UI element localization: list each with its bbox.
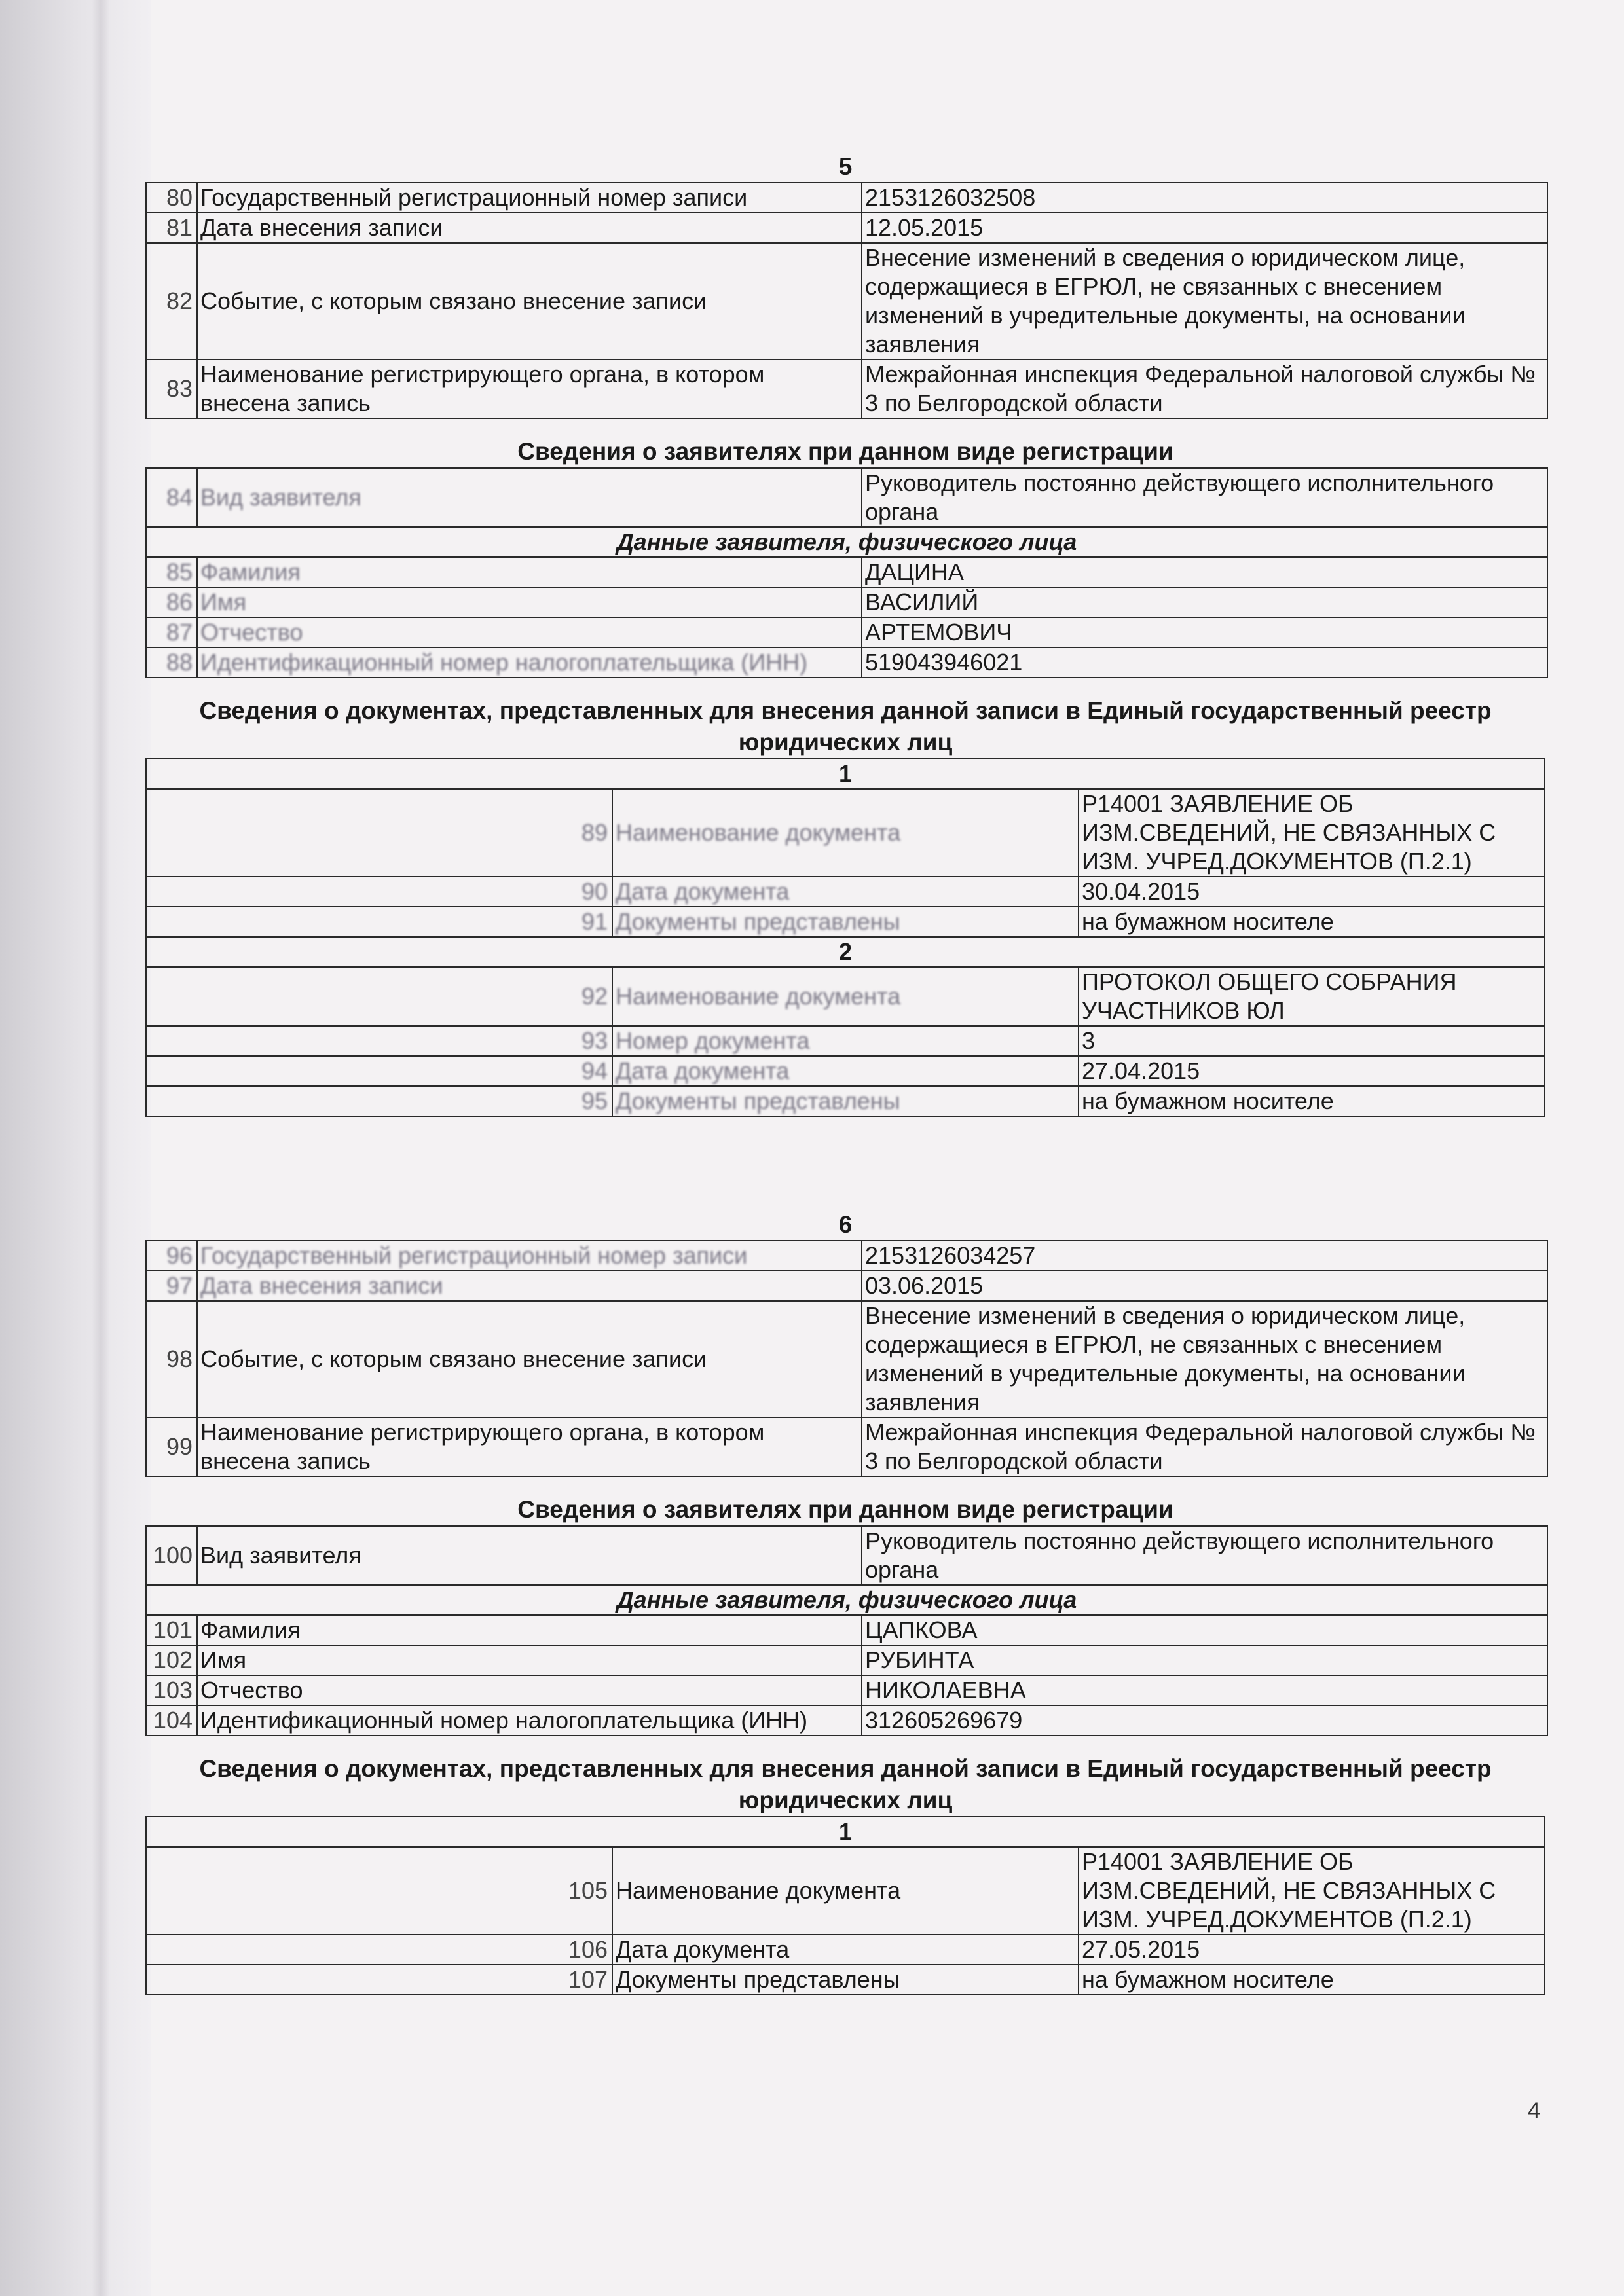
entry-block xyxy=(145,1210,1545,1995)
table-row xyxy=(146,527,1547,557)
table-row xyxy=(146,907,1545,937)
row-value: 3 xyxy=(1079,1026,1545,1056)
row-value: Руководитель постоянно действующего исполнительного органа xyxy=(862,1526,1547,1585)
row-value: ВАСИЛИЙ xyxy=(862,587,1547,617)
row-label: Дата документа xyxy=(612,1935,1079,1965)
row-label: Дата документа xyxy=(612,1056,1079,1086)
row-number: 93 xyxy=(146,1026,612,1056)
table-row xyxy=(146,213,1547,243)
row-number: 81 xyxy=(146,213,197,243)
row-number: 84 xyxy=(146,468,197,527)
table-row xyxy=(146,1417,1547,1476)
table-row xyxy=(146,243,1547,359)
applicant-table xyxy=(145,1525,1548,1736)
record-table xyxy=(145,182,1548,419)
row-label: Дата документа xyxy=(612,877,1079,907)
row-number: 86 xyxy=(146,587,197,617)
table-row xyxy=(146,1817,1545,1847)
row-label: Государственный регистрационный номер записи xyxy=(197,1241,862,1271)
row-number: 105 xyxy=(146,1847,612,1935)
row-value: 27.04.2015 xyxy=(1079,1056,1545,1086)
row-value: на бумажном носителе xyxy=(1079,1086,1545,1116)
record-table xyxy=(145,1240,1548,1477)
row-number: 94 xyxy=(146,1056,612,1086)
row-label: Имя xyxy=(197,1645,862,1675)
applicant-heading: Сведения о заявителях при данном виде регистрации xyxy=(517,1496,1173,1523)
row-label: Отчество xyxy=(197,1675,862,1705)
table-row xyxy=(146,877,1545,907)
document-index: 2 xyxy=(146,937,1545,967)
row-value: на бумажном носителе xyxy=(1079,907,1545,937)
entry-number: 5 xyxy=(838,153,853,180)
row-label: Фамилия xyxy=(197,557,862,587)
row-value: НИКОЛАЕВНА xyxy=(862,1675,1547,1705)
row-value: Р14001 ЗАЯВЛЕНИЕ ОБ ИЗМ.СВЕДЕНИЙ, НЕ СВЯЗАННЫХ С ИЗМ. УЧРЕД.ДОКУМЕНТОВ (П.2.1) xyxy=(1079,789,1545,877)
row-label: Вид заявителя xyxy=(197,468,862,527)
table-row xyxy=(146,1965,1545,1995)
row-value: 2153126032508 xyxy=(862,183,1547,213)
row-number: 101 xyxy=(146,1615,197,1645)
page-number: 4 xyxy=(1528,2098,1540,2123)
table-row xyxy=(146,1301,1547,1417)
row-number: 102 xyxy=(146,1645,197,1675)
documents-table xyxy=(145,758,1545,1117)
table-row xyxy=(146,1271,1547,1301)
table-row xyxy=(146,1585,1547,1615)
table-row xyxy=(146,1526,1547,1585)
row-number: 99 xyxy=(146,1417,197,1476)
person-subheading: Данные заявителя, физического лица xyxy=(146,527,1547,557)
table-row xyxy=(146,557,1547,587)
row-value: 2153126034257 xyxy=(862,1241,1547,1271)
row-label: Идентификационный номер налогоплательщика (ИНН) xyxy=(197,647,862,678)
row-label: Имя xyxy=(197,587,862,617)
documents-table xyxy=(145,1816,1545,1995)
row-number: 97 xyxy=(146,1271,197,1301)
row-value: 30.04.2015 xyxy=(1079,877,1545,907)
row-number: 104 xyxy=(146,1705,197,1736)
table-row xyxy=(146,183,1547,213)
row-value: Межрайонная инспекция Федеральной налоговой службы № 3 по Белгородской области xyxy=(862,359,1547,418)
row-number: 85 xyxy=(146,557,197,587)
table-row xyxy=(146,1241,1547,1271)
row-value: Внесение изменений в сведения о юридическом лице, содержащиеся в ЕГРЮЛ, не связанных с внесением изменений в учредительные документы, на основании заявления xyxy=(862,1301,1547,1417)
row-value: 12.05.2015 xyxy=(862,213,1547,243)
row-number: 88 xyxy=(146,647,197,678)
row-label: Идентификационный номер налогоплательщика (ИНН) xyxy=(197,1705,862,1736)
row-number: 107 xyxy=(146,1965,612,1995)
table-row xyxy=(146,647,1547,678)
row-label: Дата внесения записи xyxy=(197,1271,862,1301)
entry-number: 6 xyxy=(838,1211,853,1238)
row-number: 91 xyxy=(146,907,612,937)
row-label: Государственный регистрационный номер записи xyxy=(197,183,862,213)
table-row xyxy=(146,587,1547,617)
row-label: Наименование регистрирующего органа, в котором внесена запись xyxy=(197,1417,862,1476)
document-index: 1 xyxy=(146,1817,1545,1847)
row-value: Внесение изменений в сведения о юридическом лице, содержащиеся в ЕГРЮЛ, не связанных с внесением изменений в учредительные документы, на основании заявления xyxy=(862,243,1547,359)
row-label: Фамилия xyxy=(197,1615,862,1645)
table-row xyxy=(146,759,1545,789)
table-row xyxy=(146,1675,1547,1705)
row-value: на бумажном носителе xyxy=(1079,1965,1545,1995)
row-value: Межрайонная инспекция Федеральной налоговой службы № 3 по Белгородской области xyxy=(862,1417,1547,1476)
table-row xyxy=(146,1056,1545,1086)
row-number: 103 xyxy=(146,1675,197,1705)
row-label: Вид заявителя xyxy=(197,1526,862,1585)
table-row xyxy=(146,1935,1545,1965)
row-number: 89 xyxy=(146,789,612,877)
row-number: 98 xyxy=(146,1301,197,1417)
documents-heading: Сведения о документах, представленных для внесения данной записи в Единый государственный реестр юридических лиц xyxy=(199,1755,1492,1813)
row-value: ЦАПКОВА xyxy=(862,1615,1547,1645)
row-value: 519043946021 xyxy=(862,647,1547,678)
row-value: 27.05.2015 xyxy=(1079,1935,1545,1965)
table-row xyxy=(146,359,1547,418)
row-value: Р14001 ЗАЯВЛЕНИЕ ОБ ИЗМ.СВЕДЕНИЙ, НЕ СВЯЗАННЫХ С ИЗМ. УЧРЕД.ДОКУМЕНТОВ (П.2.1) xyxy=(1079,1847,1545,1935)
table-row xyxy=(146,967,1545,1026)
row-number: 90 xyxy=(146,877,612,907)
row-value: АРТЕМОВИЧ xyxy=(862,617,1547,647)
table-row xyxy=(146,937,1545,967)
row-label: Наименование регистрирующего органа, в котором внесена запись xyxy=(197,359,862,418)
applicant-table xyxy=(145,467,1548,678)
documents-heading: Сведения о документах, представленных для внесения данной записи в Единый государственный реестр юридических лиц xyxy=(199,697,1492,756)
row-number: 100 xyxy=(146,1526,197,1585)
row-label: Наименование документа xyxy=(612,967,1079,1026)
table-row xyxy=(146,468,1547,527)
table-row xyxy=(146,789,1545,877)
table-row xyxy=(146,1645,1547,1675)
applicant-heading: Сведения о заявителях при данном виде регистрации xyxy=(517,438,1173,465)
table-row xyxy=(146,1615,1547,1645)
row-number: 87 xyxy=(146,617,197,647)
row-label: Номер документа xyxy=(612,1026,1079,1056)
row-number: 82 xyxy=(146,243,197,359)
row-value: 03.06.2015 xyxy=(862,1271,1547,1301)
table-row xyxy=(146,1705,1547,1736)
row-value: РУБИНТА xyxy=(862,1645,1547,1675)
document-index: 1 xyxy=(146,759,1545,789)
entry-block xyxy=(145,152,1545,1117)
row-number: 92 xyxy=(146,967,612,1026)
row-label: Дата внесения записи xyxy=(197,213,862,243)
table-row xyxy=(146,1847,1545,1935)
row-label: Документы представлены xyxy=(612,1965,1079,1995)
row-label: Отчество xyxy=(197,617,862,647)
table-row xyxy=(146,1026,1545,1056)
row-label: Документы представлены xyxy=(612,907,1079,937)
row-number: 96 xyxy=(146,1241,197,1271)
person-subheading: Данные заявителя, физического лица xyxy=(146,1585,1547,1615)
row-value: Руководитель постоянно действующего исполнительного органа xyxy=(862,468,1547,527)
row-value: 312605269679 xyxy=(862,1705,1547,1736)
row-label: Наименование документа xyxy=(612,1847,1079,1935)
row-value: ДАЦИНА xyxy=(862,557,1547,587)
row-label: Событие, с которым связано внесение записи xyxy=(197,243,862,359)
table-row xyxy=(146,617,1547,647)
table-row xyxy=(146,1086,1545,1116)
row-number: 95 xyxy=(146,1086,612,1116)
row-value: ПРОТОКОЛ ОБЩЕГО СОБРАНИЯ УЧАСТНИКОВ ЮЛ xyxy=(1079,967,1545,1026)
row-label: Событие, с которым связано внесение записи xyxy=(197,1301,862,1417)
row-label: Документы представлены xyxy=(612,1086,1079,1116)
row-number: 80 xyxy=(146,183,197,213)
row-label: Наименование документа xyxy=(612,789,1079,877)
row-number: 106 xyxy=(146,1935,612,1965)
row-number: 83 xyxy=(146,359,197,418)
